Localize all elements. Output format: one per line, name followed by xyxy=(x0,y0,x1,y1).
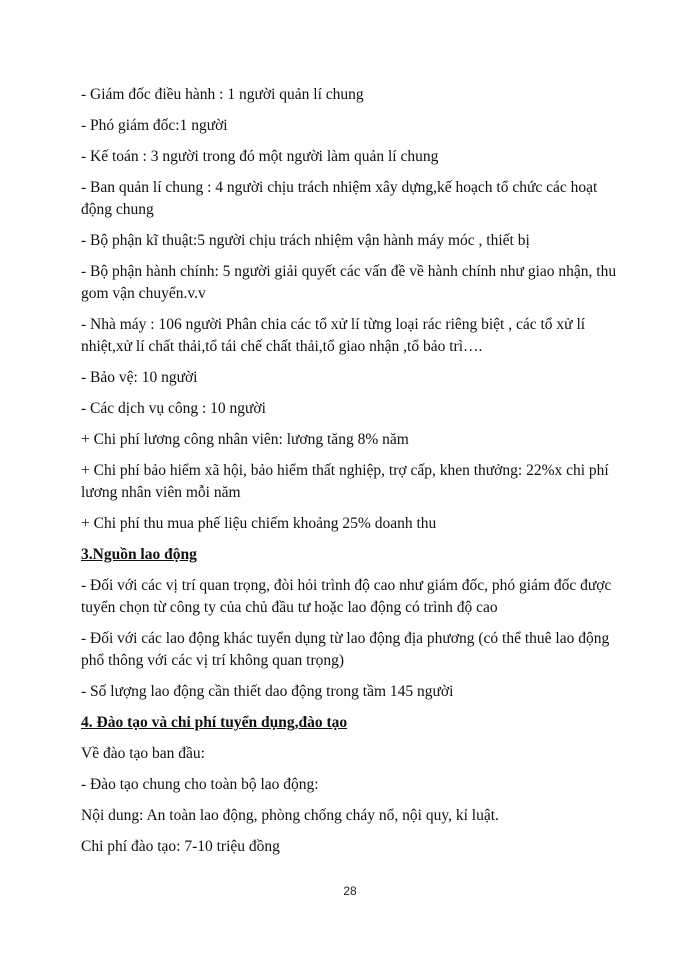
paragraph-training-cost: Chi phí đào tạo: 7-10 triệu đồng xyxy=(81,838,280,855)
paragraph-local-labor: - Đối với các lao động khác tuyển dụng từ lao động địa phương (có thể thuê lao động phổ thông với các vị trí không quan trọng) xyxy=(81,630,610,669)
paragraph-training-content: Nội dung: An toàn lao động, phòng chống cháy nổ, nội quy, kỉ luật. xyxy=(81,807,499,824)
page-number: 28 xyxy=(343,884,357,898)
paragraph-security: - Bảo vệ: 10 người xyxy=(81,369,198,386)
paragraph-deputy-director: - Phó giám đốc:1 người xyxy=(81,117,228,134)
section-heading-training: 4. Đào tạo và chi phí tuyển dụng,đào tạo xyxy=(81,714,348,731)
paragraph-general-management: - Ban quản lí chung : 4 người chịu trách nhiệm xây dựng,kế hoạch tổ chức các hoạt động chung xyxy=(81,179,598,218)
paragraph-scrap-cost: + Chi phí thu mua phế liệu chiếm khoảng 25% doanh thu xyxy=(81,515,437,532)
paragraph-salary-cost: + Chi phí lương công nhân viên: lương tăng 8% năm xyxy=(81,431,409,448)
document-body xyxy=(81,84,631,867)
paragraph-insurance-cost: + Chi phí bảo hiểm xã hội, bảo hiểm thất nghiệp, trợ cấp, khen thưởng: 22%x chi phí lương nhân viên mỗi năm xyxy=(81,462,609,501)
paragraph-ceo: - Giám đốc điều hành : 1 người quản lí chung xyxy=(81,86,364,103)
paragraph-general-training: - Đào tạo chung cho toàn bộ lao động: xyxy=(81,776,319,793)
paragraph-public-services: - Các dịch vụ công : 10 người xyxy=(81,400,266,417)
section-heading-labor-source: 3.Nguồn lao động xyxy=(81,546,197,563)
paragraph-accounting: - Kế toán : 3 người trong đó một người làm quản lí chung xyxy=(81,148,439,165)
paragraph-key-positions: - Đối với các vị trí quan trọng, đòi hỏi trình độ cao như giám đốc, phó giám đốc được tuyển chọn từ công ty của chủ đầu tư hoặc lao động có trình độ cao xyxy=(81,577,612,616)
paragraph-initial-training: Về đào tạo ban đầu: xyxy=(81,745,205,762)
paragraph-labor-count: - Số lượng lao động cần thiết dao động trong tầm 145 người xyxy=(81,683,454,700)
paragraph-factory: - Nhà máy : 106 người Phân chia các tổ xử lí từng loại rác riêng biệt , các tổ xử lí nhiệt,xử lí chất thải,tổ tái chế chất thải,tổ giao nhận ,tổ bảo trì…. xyxy=(81,316,586,355)
paragraph-administration-dept: - Bộ phận hành chính: 5 người giải quyết các vấn đề về hành chính như giao nhận, thu gom vận chuyển.v.v xyxy=(81,263,617,302)
paragraph-technical-dept: - Bộ phận kĩ thuật:5 người chịu trách nhiệm vận hành máy móc , thiết bị xyxy=(81,232,530,249)
